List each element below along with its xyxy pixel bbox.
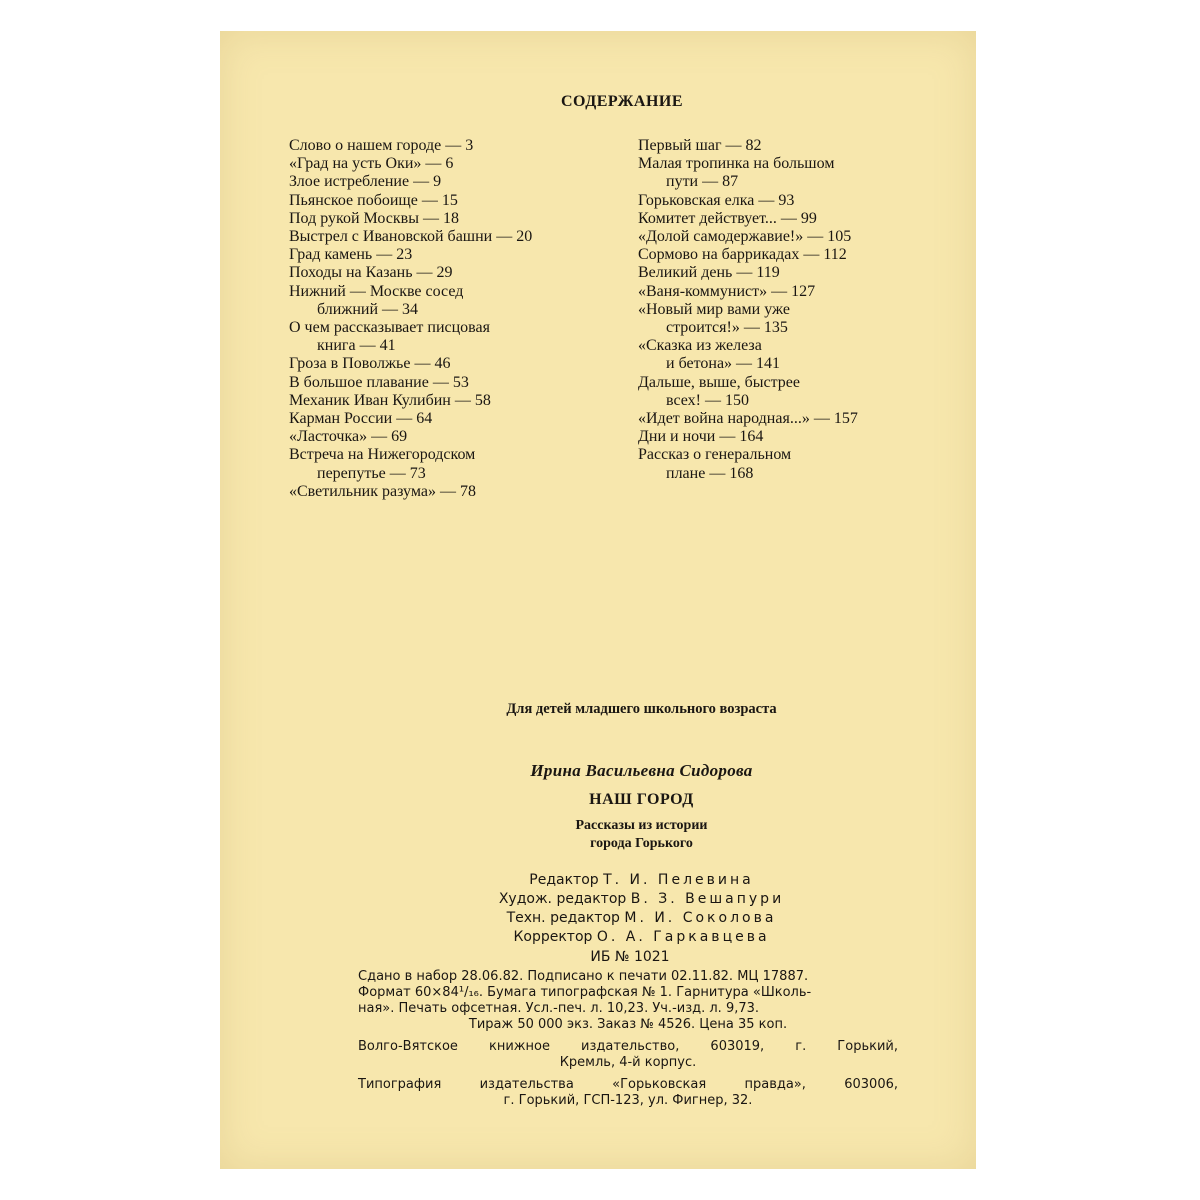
audience-note: Для детей младшего школьного возраста (506, 701, 777, 717)
book-subtitle (220, 817, 1063, 853)
staff-line (220, 909, 1063, 928)
imprint-line: Тираж 50 000 экз. Заказ № 4526. Цена 35 коп. (468, 1017, 788, 1032)
imprint-line: ная». Печать офсетная. Усл.-печ. л. 10,23. Уч.-изд. л. 9,73. (358, 1001, 760, 1016)
toc-entry: «Светильник разума» — 78 (289, 482, 476, 500)
toc-entry: Нижний — Москве сосед ближний — 34 (289, 282, 464, 318)
staff-line (220, 871, 1063, 890)
staff-line (220, 890, 1063, 909)
toc-entry: Рассказ о генеральном плане — 168 (638, 446, 792, 482)
toc-entry: Пьянское побоище — 15 (289, 191, 458, 209)
toc-entry: Под рукой Москвы — 18 (289, 209, 459, 227)
toc-entry: В большое плавание — 53 (289, 373, 469, 391)
toc-entry: Дни и ночи — 164 (638, 428, 764, 446)
author-name: Ирина Васильевна Сидорова (530, 761, 753, 780)
toc-entry: Великий день — 119 (638, 264, 780, 282)
book-page (220, 31, 976, 1169)
toc-entry: «Ласточка» — 69 (289, 428, 408, 446)
toc-entry: Первый шаг — 82 (638, 137, 762, 154)
staff-name: О. А. Гаркавцева (596, 929, 770, 945)
toc-title: СОДЕРЖАНИЕ (560, 93, 684, 110)
imprint (358, 969, 898, 1109)
toc-entry: Сормово на баррикадах — 112 (638, 246, 847, 264)
toc-entry: Гроза в Поволжье — 46 (289, 355, 451, 373)
staff-role: Техн. редактор (506, 910, 620, 926)
toc-entry: Дальше, выше, быстрее всех! — 150 (638, 373, 800, 409)
toc-entry: «Сказка из железа и бетона» — 141 (638, 337, 781, 373)
staff-name: В. З. Вешапури (630, 891, 785, 907)
toc-left-column (289, 137, 619, 501)
toc-entry: Выстрел с Ивановской башни — 20 (289, 228, 533, 246)
toc-entry: Комитет действует... — 99 (638, 209, 817, 227)
toc-entry: Горьковская елка — 93 (638, 191, 795, 209)
book-title: НАШ ГОРОД (589, 791, 694, 808)
staff-role: Корректор (513, 929, 593, 945)
toc-entry: «Новый мир вами уже строится!» — 135 (638, 300, 790, 337)
staff-line (220, 928, 1063, 947)
toc-right-column (638, 137, 938, 483)
toc-entry: «Идет война народная...» — 157 (638, 410, 858, 428)
printer-line: Типография издательства «Горьковская правда», 603006, (358, 1077, 898, 1092)
ib-number: ИБ № 1021 (590, 949, 670, 965)
toc-entry: Походы на Казань — 29 (289, 264, 453, 282)
imprint-line: Сдано в набор 28.06.82. Подписано к печати 02.11.82. МЦ 17887. (358, 969, 809, 984)
toc-entry: Механик Иван Кулибин — 58 (289, 391, 491, 409)
toc-entry: Малая тропинка на большом пути — 87 (638, 155, 835, 191)
imprint-line: Формат 60×84¹/₁₆. Бумага типографская № 1. Гарнитура «Школь- (358, 985, 812, 1000)
staff-name: Т. И. Пелевина (603, 872, 754, 888)
toc-entry: Встреча на Нижегородском перепутье — 73 (289, 446, 476, 482)
toc-entry: О чем рассказывает писцовая книга — 41 (289, 319, 490, 355)
toc-entry: Слово о нашем городе — 3 (289, 137, 474, 154)
staff-name: М. И. Соколова (624, 910, 777, 926)
subtitle-line: Рассказы из истории (575, 818, 708, 833)
publisher-line: Волго-Вятское книжное издательство, 603019, г. Горький, (358, 1039, 898, 1054)
publisher-line: Кремль, 4-й корпус. (559, 1055, 697, 1070)
printer-line: г. Горький, ГСП-123, ул. Фигнер, 32. (503, 1093, 753, 1108)
toc-entry: Град камень — 23 (289, 246, 413, 264)
toc-entry: «Ваня-коммунист» — 127 (638, 282, 816, 300)
staff-role: Худож. редактор (498, 891, 627, 907)
toc-entry: Злое истребление — 9 (289, 173, 442, 191)
staff-role: Редактор (529, 872, 599, 888)
subtitle-line: города Горького (590, 836, 693, 851)
toc-entry: Карман России — 64 (289, 410, 433, 428)
staff-credits (220, 871, 1063, 947)
toc-entry: «Град на усть Оки» — 6 (289, 155, 454, 173)
toc-entry: «Долой самодержавие!» — 105 (638, 228, 852, 246)
